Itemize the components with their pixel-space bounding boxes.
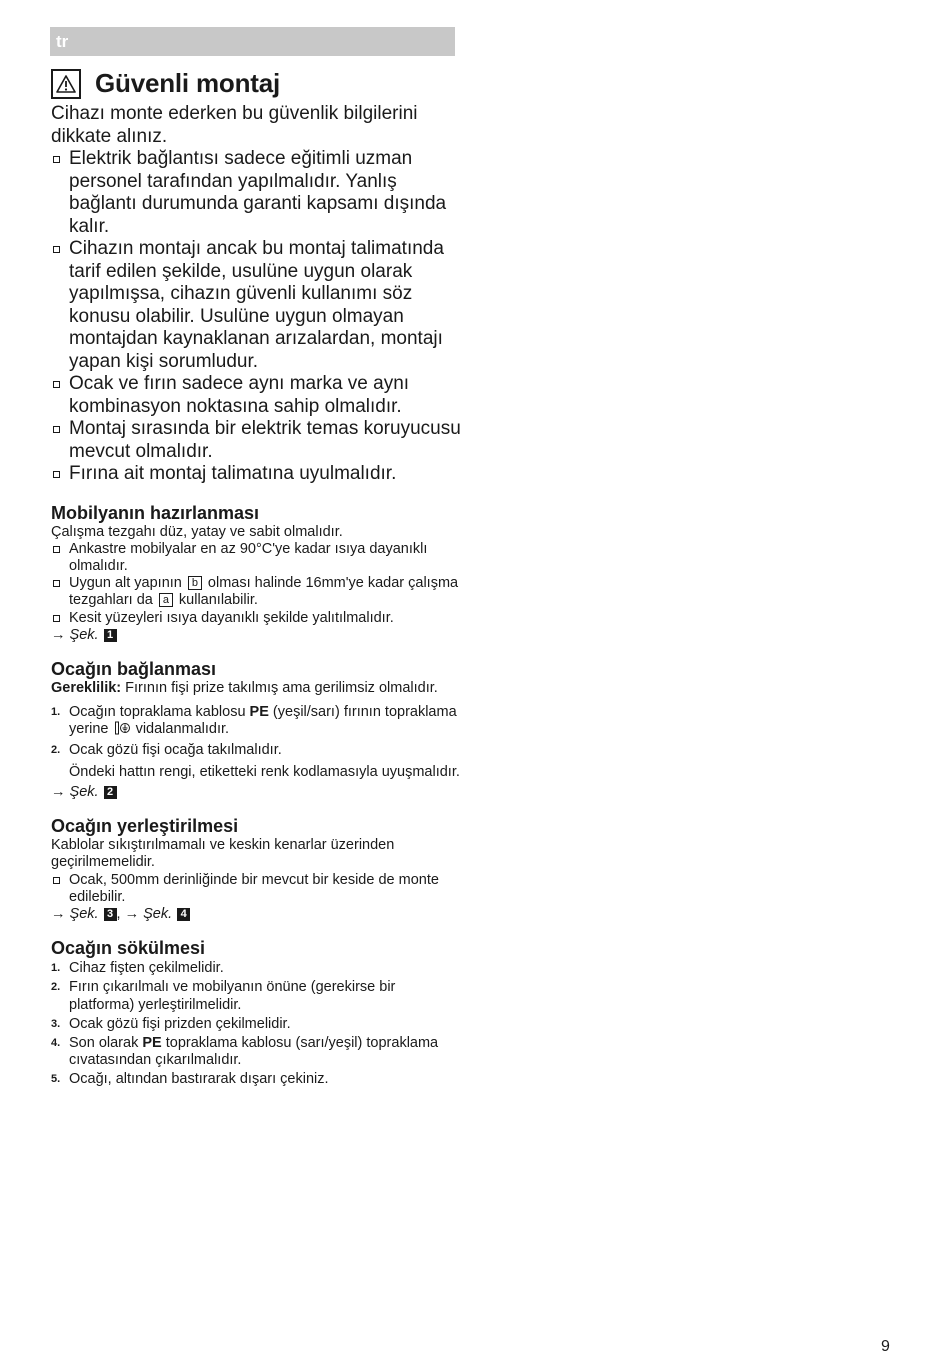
list-item: Montaj sırasında bir elektrik temas koruyucusu mevcut olmalıdır.	[51, 418, 463, 463]
list-item: Elektrik bağlantısı sadece eğitimli uzman personel tarafından yapılmalıdır. Yanlış bağlantı durumunda garanti kapsamı dışında kalır.	[51, 148, 463, 238]
figure-number: 2	[104, 786, 117, 799]
warning-icon	[51, 69, 81, 99]
figure-ref-text: Şek.	[69, 905, 99, 922]
arrow-icon: →	[51, 783, 66, 800]
figure-number: 4	[177, 908, 190, 921]
list-item	[51, 979, 463, 1013]
list-item-text: olması halinde 16mm'ye kadar çalışma tezgahları da	[69, 575, 459, 609]
step-number: 4.	[51, 1036, 61, 1049]
list-item	[51, 1071, 463, 1088]
step-number: 2.	[51, 743, 61, 756]
remove-steps	[51, 960, 463, 1088]
step-text: (yeşil/sarı) fırının topraklama yerine	[69, 704, 457, 738]
content-column	[51, 68, 463, 1089]
step-number: 5.	[51, 1073, 61, 1086]
step-text: Cihaz fişten çekilmelidir.	[69, 960, 224, 977]
step-number: 1.	[51, 706, 61, 719]
language-tab: tr	[50, 27, 455, 56]
arrow-icon: →	[51, 626, 66, 643]
list-item: Fırına ait montaj talimatına uyulmalıdır.	[51, 463, 463, 486]
requirement	[51, 680, 463, 697]
furniture-list	[51, 541, 463, 627]
list-item: Ocak, 500mm derinliğinde bir mevcut bir keside de monte edilebilir.	[51, 872, 463, 906]
list-item-text: Uygun alt yapının	[69, 575, 182, 592]
pe-label: PE	[249, 704, 269, 721]
step-note: Öndeki hattın rengi, etiketteki renk kodlamasıyla uyuşmalıdır.	[69, 763, 460, 780]
remove-section	[51, 937, 463, 1088]
list-item	[51, 575, 463, 609]
safety-heading	[51, 68, 463, 99]
place-list	[51, 872, 463, 906]
list-item: Cihazın montajı ancak bu montaj talimatında tarif edilen şekilde, usulüne uygun olarak yapılmışsa, cihazın güvenli kullanımı söz konusu olabilir. Usulüne uygun olmayan montajdan kaynaklanan arızalardan, montajı yapan kişi sorumludur.	[51, 238, 463, 373]
connect-section	[51, 658, 463, 801]
list-item: Ankastre mobilyalar en az 90°C'ye kadar ısıya dayanıklı olmalıdır.	[51, 541, 463, 575]
connect-steps	[51, 704, 463, 781]
place-section	[51, 815, 463, 923]
page-number: 9	[881, 1338, 890, 1355]
list-item	[51, 960, 463, 977]
safety-intro: Cihazı monte ederken bu güvenlik bilgilerini dikkate alınız.	[51, 103, 418, 147]
list-item	[51, 1035, 463, 1069]
furniture-intro: Çalışma tezgahı düz, yatay ve sabit olmalıdır.	[51, 523, 343, 540]
step-text: Ocağı, altından bastırarak dışarı çekiniz.	[69, 1071, 329, 1088]
ground-icon	[115, 721, 130, 735]
safety-list	[51, 148, 463, 486]
step-text: Ocak gözü fişi ocağa takılmalıdır.	[69, 741, 282, 758]
step-text: vidalanmalıdır.	[135, 721, 230, 738]
step-number: 1.	[51, 962, 61, 975]
arrow-icon: →	[51, 905, 66, 922]
furniture-title: Mobilyanın hazırlanması	[51, 502, 260, 523]
furniture-section	[51, 502, 463, 644]
label-b-box: b	[188, 576, 202, 590]
label-a-box: a	[159, 593, 173, 607]
requirement-label: Gereklilik:	[51, 679, 122, 696]
list-item: Ocak ve fırın sadece aynı marka ve aynı kombinasyon noktasına sahip olmalıdır.	[51, 373, 463, 418]
step-number: 3.	[51, 1017, 61, 1030]
pe-label: PE	[142, 1034, 162, 1051]
list-item	[51, 742, 463, 781]
figure-reference: → Şek. 3 , → Şek. 4	[51, 906, 463, 923]
figure-number: 3	[104, 908, 117, 921]
remove-title: Ocağın sökülmesi	[51, 938, 206, 959]
figure-ref-text: Şek.	[69, 783, 99, 800]
step-text: Ocak gözü fişi prizden çekilmelidir.	[69, 1015, 291, 1032]
figure-ref-text: Şek.	[69, 626, 99, 643]
place-title: Ocağın yerleştirilmesi	[51, 816, 239, 837]
figure-reference	[51, 784, 463, 801]
list-item	[51, 1016, 463, 1033]
arrow-icon: →	[124, 905, 140, 922]
step-text: Son olarak	[69, 1034, 139, 1051]
place-intro: Kablolar sıkıştırılmamalı ve keskin kenarlar üzerinden geçirilmemelidir.	[51, 837, 395, 871]
list-item-text: kullanılabilir.	[178, 592, 258, 609]
step-number: 2.	[51, 981, 61, 994]
requirement-text: Fırının fişi prize takılmış ama gerilimsiz olmalıdır.	[125, 679, 438, 696]
figure-number: 1	[104, 629, 117, 642]
list-item	[51, 704, 463, 738]
figure-reference	[51, 627, 463, 644]
figure-ref-text: Şek.	[143, 905, 173, 922]
connect-title: Ocağın bağlanması	[51, 658, 217, 679]
step-text: topraklama kablosu (sarı/yeşil) topraklama cıvatasından çıkarılmalıdır.	[69, 1034, 439, 1069]
list-item: Kesit yüzeyleri ısıya dayanıklı şekilde yalıtılmalıdır.	[51, 610, 463, 627]
step-text: Fırın çıkarılmalı ve mobilyanın önüne (gerekirse bir platforma) yerleştirilmelidir.	[69, 979, 396, 1013]
step-text: Ocağın topraklama kablosu	[69, 704, 246, 721]
safety-title: Güvenli montaj	[95, 68, 281, 98]
